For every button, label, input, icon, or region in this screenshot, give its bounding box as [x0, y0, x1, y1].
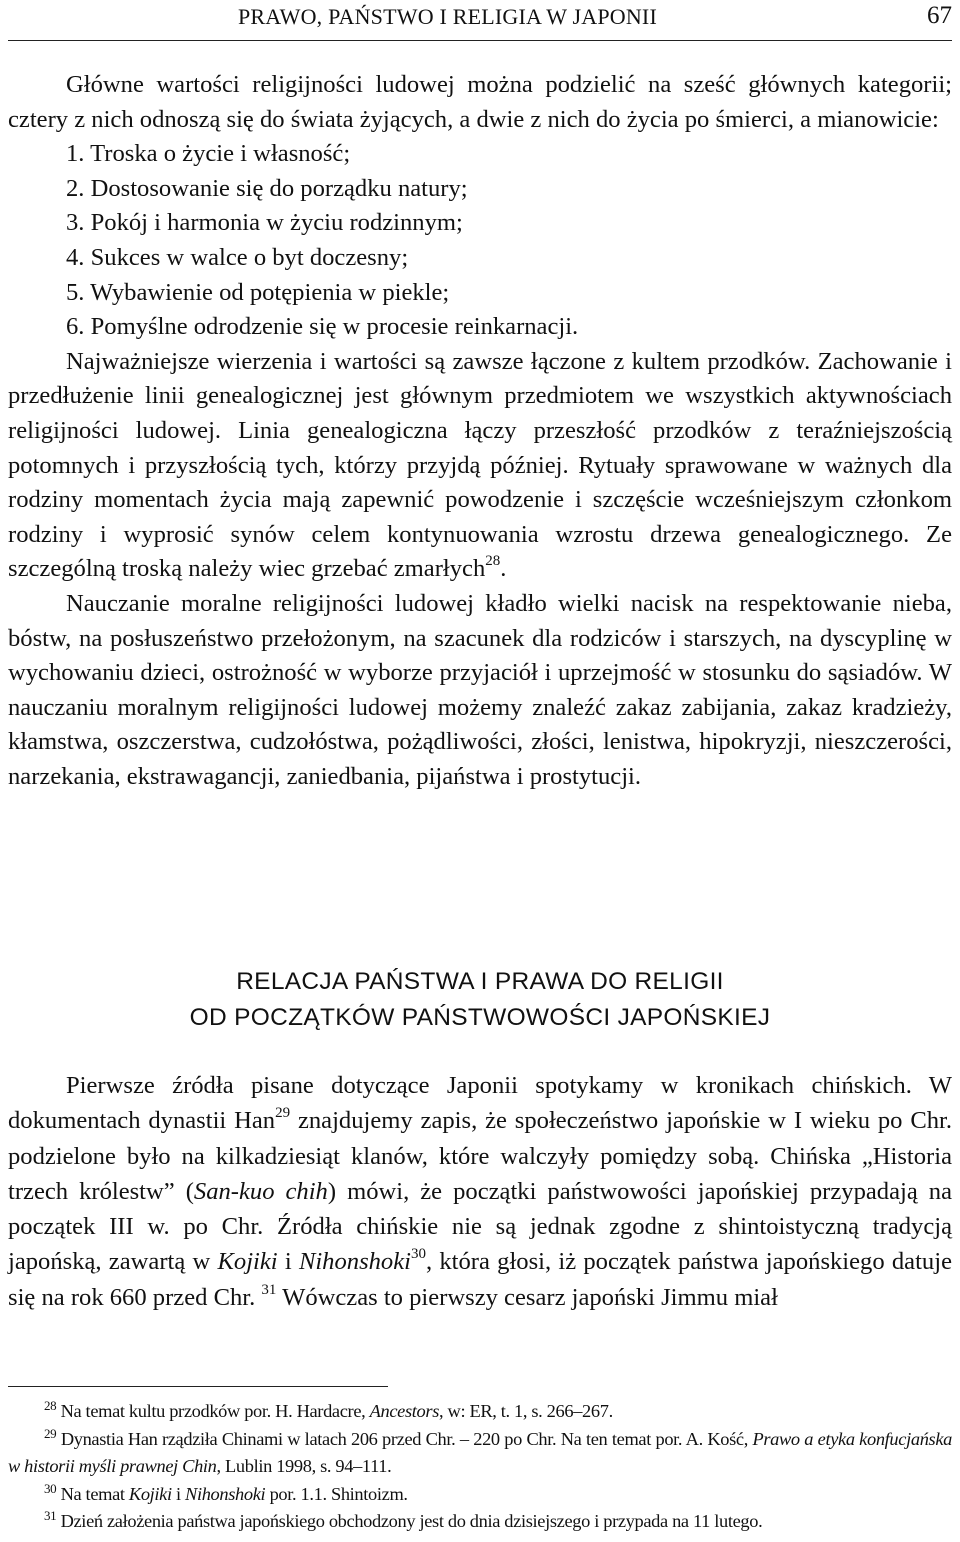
italic-title: Kojiki	[217, 1248, 278, 1276]
italic-title: Nihonshoki	[185, 1483, 266, 1504]
paragraph-text: Najważniejsze wierzenia i wartości są zawsze łączone z kultem przodków. Zachowanie i przedłużenie linii genealogicznej jest głównym przedmiotem we wszystkich aktywnościach religijności ludowej. Linia genealogiczna łączy przeszłość przodków z teraźniejszością potomnych i przyszłością tych, którzy przyjdą później. Rytuały sprawowane w ważnych dla rodziny momentach życia mają zapewnić powodzenie i szczęście wcześniejszym członkom rodziny i wyprosić synów celem kontynuowania wzrostu drzewa genealogicznego. Ze szczególną troską należy wiec grzebać zmarłych	[8, 347, 952, 583]
section-heading	[8, 964, 952, 1036]
text-run: i	[277, 1248, 299, 1276]
text-run: Wówczas to pierwszy cesarz japoński Jimmu miał	[276, 1283, 778, 1311]
list-item: 2. Dostosowanie się do porządku natury;	[66, 174, 468, 202]
running-header	[8, 0, 952, 41]
footnote-ref-31[interactable]: 31	[261, 1281, 277, 1298]
footnote-number: 28	[44, 1398, 57, 1413]
footnote-31	[8, 1508, 952, 1536]
footnote-text: Na temat	[60, 1483, 129, 1504]
footnote-separator	[8, 1386, 388, 1387]
section-heading-line-2: OD POCZĄTKÓW PAŃSTWOWOŚCI JAPOŃSKIEJ	[189, 1004, 771, 1031]
paragraph-end: .	[500, 555, 507, 583]
italic-title: Prawo a etyka konfucjańska w historii myśli prawnej Chin	[8, 1428, 953, 1476]
section-heading-line-1: RELACJA PAŃSTWA I PRAWA DO RELIGII	[236, 968, 724, 995]
text-run: znajdujemy zapis, że społeczeństwo japońskie w I wieku po Chr. podzielone było na kilkadziesiąt klanów, które walczyły pomiędzy sobą. Chińska „Historia trzech królestw” (	[8, 1107, 952, 1205]
footnote-text: , Lublin 1998, s. 94–111.	[216, 1456, 392, 1476]
footnotes	[8, 1398, 952, 1536]
footnote-text: i	[171, 1483, 186, 1504]
values-list	[8, 137, 952, 345]
list-item: 5. Wybawienie od potępienia w piekle;	[66, 278, 450, 306]
italic-title: Kojiki	[128, 1483, 172, 1504]
ancestor-cult-paragraph	[8, 345, 952, 587]
list-item: 4. Sukces w walce o byt doczesny;	[66, 243, 409, 271]
footnote-29	[8, 1426, 952, 1481]
text-run: ) mówi, że początki państwowości japońskiej przypadają na początek III w. po Chr. Źródła chińskie nie są jednak zgodne z shintoistyczną tradycją japońską, zawartą w	[8, 1177, 952, 1276]
footnote-text: Dynastia Han rządziła Chinami w latach 206 przed Chr. – 220 po Chr. Na ten temat por. A. Kość,	[60, 1428, 753, 1449]
intro-paragraph: Główne wartości religijności ludowej można podzielić na sześć głównych kategorii; cztery z nich odnoszą się do świata żyjących, a dwie z nich do życia po śmierci, a mianowicie:	[8, 71, 952, 133]
footnote-ref-30[interactable]: 30	[410, 1246, 426, 1263]
footnote-text: por. 1.1. Shintoizm.	[265, 1483, 408, 1504]
italic-title: Ancestors	[369, 1401, 440, 1421]
moral-teaching-paragraph: Nauczanie moralne religijności ludowej kładło wielki nacisk na respektowanie nieba, bóstw, na posłuszeństwo przełożonym, na szacunek dla rodziców i starszych, na dyscyplinę w wychowaniu dzieci, ostrożność w wyborze przyjaciół i uprzejmość w stosunku do sąsiadów. W nauczaniu moralnym religijności ludowej możemy znaleźć zakaz zabijania, zakaz kradzieży, kłamstwa, oszczerstwa, cudzołóstwa, pożądliwości, złości, lenistwa, hipokryzji, nieszczerości, narzekania, ekstrawagancji, zaniedbania, pijaństwa i prostytucji.	[8, 589, 952, 790]
main-text	[8, 68, 952, 794]
section-paragraph	[8, 1068, 952, 1315]
footnote-number: 29	[44, 1425, 57, 1441]
italic-title: Nihonshoki	[298, 1248, 411, 1276]
italic-title: San-kuo chih	[193, 1177, 328, 1205]
section-text	[8, 1068, 952, 1315]
footnote-number: 30	[44, 1480, 57, 1496]
footnote-28	[8, 1398, 952, 1426]
footnote-number: 31	[44, 1508, 57, 1523]
footnote-ref-28[interactable]: 28	[485, 553, 501, 570]
footnote-text: , w: ER, t. 1, s. 266–267.	[439, 1401, 613, 1421]
footnote-text: Dzień założenia państwa japońskiego obchodzony jest do dnia dzisiejszego i przypada na 11 lutego.	[60, 1511, 763, 1531]
footnote-30	[8, 1481, 952, 1509]
running-title: PRAWO, PAŃSTWO I RELIGIA W JAPONII	[238, 4, 657, 29]
page-number: 67	[927, 2, 952, 29]
list-item: 1. Troska o życie i własność;	[66, 140, 351, 168]
list-item: 3. Pokój i harmonia w życiu rodzinnym;	[66, 209, 463, 237]
footnote-text: Na temat kultu przodków por. H. Hardacre,	[60, 1401, 370, 1421]
list-item: 6. Pomyślne odrodzenie się w procesie reinkarnacji.	[66, 313, 579, 341]
text-run: , która głosi, iż początek państwa japońskiego datuje się na rok 660 przed Chr.	[8, 1248, 952, 1311]
text-run: Pierwsze źródła pisane dotyczące Japonii spotykamy w kronikach chińskich. W dokumentach dynastii Han	[8, 1072, 952, 1135]
footnote-ref-29[interactable]: 29	[275, 1105, 291, 1122]
